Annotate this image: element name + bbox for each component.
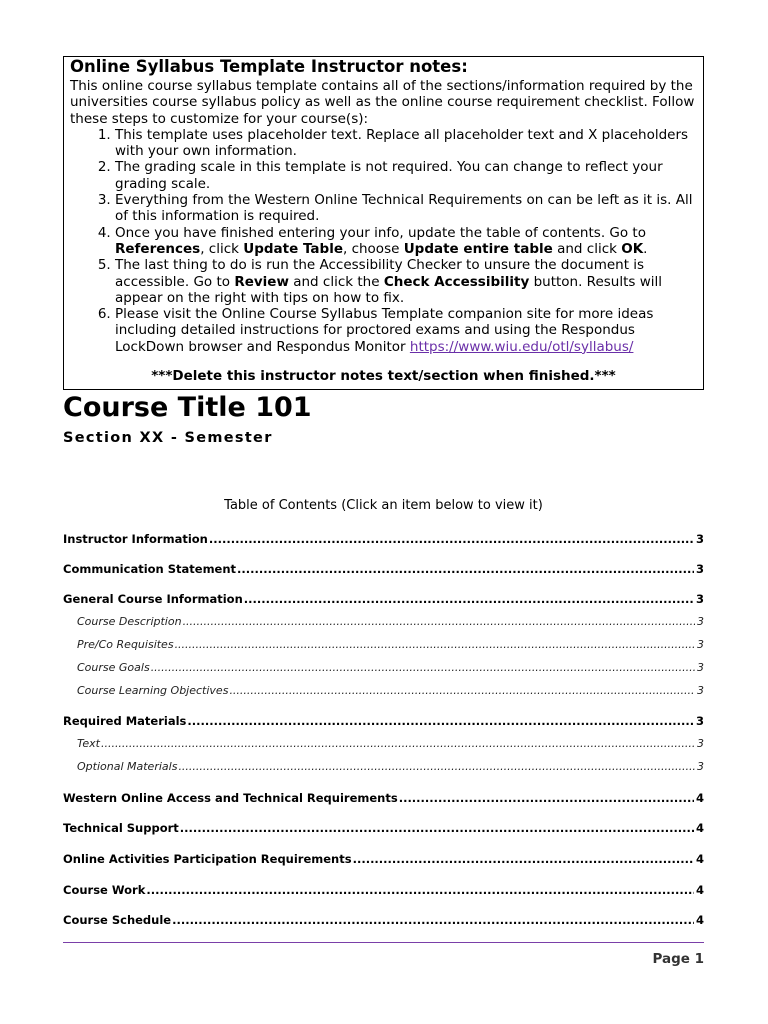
notes-step-5 [115, 257, 697, 306]
toc-item-page: 3 [695, 592, 704, 606]
step4-text-i: . [643, 240, 648, 257]
toc-item-optional-materials[interactable] [63, 760, 704, 773]
toc-leader-dots [172, 913, 694, 927]
toc-leader-dots [180, 821, 694, 835]
toc-item-page: 3 [697, 760, 704, 773]
notes-step-4 [115, 225, 697, 258]
step4-update-entire-table: Update entire table [403, 240, 553, 257]
toc-leader-dots [187, 714, 694, 728]
toc-leader-dots [175, 638, 695, 651]
toc-heading: Table of Contents (Click an item below to view it) [224, 498, 543, 513]
toc-item-label: Text [77, 737, 100, 750]
toc-item-page: 3 [697, 684, 704, 697]
toc-item-course-goals[interactable] [63, 661, 704, 674]
toc-item-general-course-information[interactable] [63, 592, 704, 606]
toc-item-label: Required Materials [63, 714, 187, 728]
step5-text-a: The last thing to do is run the Accessibility Checker to unsure the document is accessible. Go to [115, 257, 645, 290]
toc-item-course-learning-objectives[interactable] [63, 684, 704, 697]
toc-item-page: 4 [695, 821, 704, 835]
footer-page-number: Page 1 [652, 951, 704, 967]
toc-item-page: 4 [695, 883, 704, 897]
step4-text-c: , click [200, 240, 244, 257]
step4-update-table: Update Table [243, 240, 343, 257]
step5-review: Review [234, 273, 289, 290]
toc-leader-dots [229, 684, 695, 697]
toc-item-page: 3 [695, 562, 704, 576]
toc-item-page: 3 [697, 615, 704, 628]
notes-steps-list [70, 127, 697, 355]
instructor-notes-box [63, 56, 704, 390]
notes-delete-instruction: ***Delete this instructor notes text/section when finished.*** [151, 368, 616, 385]
step5-text-c: and click the [288, 273, 384, 290]
toc-item-label: Course Goals [77, 661, 150, 674]
toc-item-label: Course Description [77, 615, 182, 628]
toc-item-label: Communication Statement [63, 562, 237, 576]
toc-item-label: Pre/Co Requisites [77, 638, 174, 651]
toc-item-technical-support[interactable] [63, 821, 704, 835]
toc-item-page: 3 [697, 638, 704, 651]
step4-references: References [115, 240, 201, 257]
toc-item-label: Online Activities Participation Requirements [63, 852, 352, 866]
toc-leader-dots [183, 615, 695, 628]
toc-item-page: 4 [695, 791, 704, 805]
toc-item-course-work[interactable] [63, 883, 704, 897]
toc-item-page: 4 [695, 913, 704, 927]
step6-text-a: Please visit the Online Course Syllabus Template companion site for more ideas including detailed instructions for proctored exams and using the Respondus LockDown browser and Respondus Monitor [115, 306, 654, 355]
notes-step-2: 2. The grading scale in this template is not required. You can change to reflect your grading scale. [115, 159, 697, 192]
step4-ok: OK [621, 240, 644, 257]
notes-title: Online Syllabus Template Instructor notes: [70, 57, 468, 76]
toc-leader-dots [244, 592, 694, 606]
step4-text-e: , choose [342, 240, 404, 257]
toc-leader-dots [399, 791, 694, 805]
course-title: Course Title 101 [63, 392, 312, 423]
toc-item-label: Technical Support [63, 821, 179, 835]
toc-item-label: Course Learning Objectives [77, 684, 229, 697]
toc-item-course-description[interactable] [63, 615, 704, 628]
step4-text-g: and click [552, 240, 622, 257]
toc-item-western-online-access[interactable] [63, 791, 704, 805]
toc-item-communication-statement[interactable] [63, 562, 704, 576]
notes-intro: This online course syllabus template contains all of the sections/information required by the universities course syllabus policy as well as the online course requirement checklist. Follow these steps to customize for your course(s): [70, 78, 695, 127]
toc-item-online-activities[interactable] [63, 852, 704, 866]
toc-item-course-schedule[interactable] [63, 913, 704, 927]
toc-item-page: 3 [695, 714, 704, 728]
toc-item-text[interactable] [63, 737, 704, 750]
toc-leader-dots [209, 532, 694, 546]
toc-item-required-materials[interactable] [63, 714, 704, 728]
step5-text-e: button. Results will appear on the right with tips on how to fix. [115, 273, 663, 306]
toc-item-label: General Course Information [63, 592, 243, 606]
toc-leader-dots [237, 562, 694, 576]
toc-item-label: Course Schedule [63, 913, 172, 927]
toc-item-pre-co-requisites[interactable] [63, 638, 704, 651]
toc-leader-dots [151, 661, 695, 674]
toc-item-label: Western Online Access and Technical Requirements [63, 791, 398, 805]
toc-item-label: Optional Materials [77, 760, 178, 773]
course-subtitle: Section XX - Semester [63, 430, 273, 446]
toc-item-label: Course Work [63, 883, 146, 897]
step4-text-a: Once you have finished entering your info, update the table of contents. Go to [115, 224, 646, 241]
toc-item-page: 3 [697, 661, 704, 674]
notes-step-6 [115, 306, 697, 355]
toc-item-page: 4 [695, 852, 704, 866]
toc-leader-dots [101, 737, 695, 750]
step5-check-accessibility: Check Accessibility [383, 273, 530, 290]
toc-leader-dots [353, 852, 694, 866]
footer-divider [63, 942, 704, 943]
notes-step-1: 1. This template uses placeholder text. Replace all placeholder text and X placeholders with your own information. [115, 127, 697, 160]
toc-item-page: 3 [697, 737, 704, 750]
toc-item-page: 3 [695, 532, 704, 546]
toc-item-instructor-information[interactable] [63, 532, 704, 546]
notes-step-3: 3. Everything from the Western Online Technical Requirements on can be left as it is. All of this information is required. [115, 192, 697, 225]
toc-item-label: Instructor Information [63, 532, 208, 546]
syllabus-link[interactable]: https://www.wiu.edu/otl/syllabus/ [409, 338, 634, 355]
toc-leader-dots [178, 760, 695, 773]
toc-leader-dots [146, 883, 694, 897]
